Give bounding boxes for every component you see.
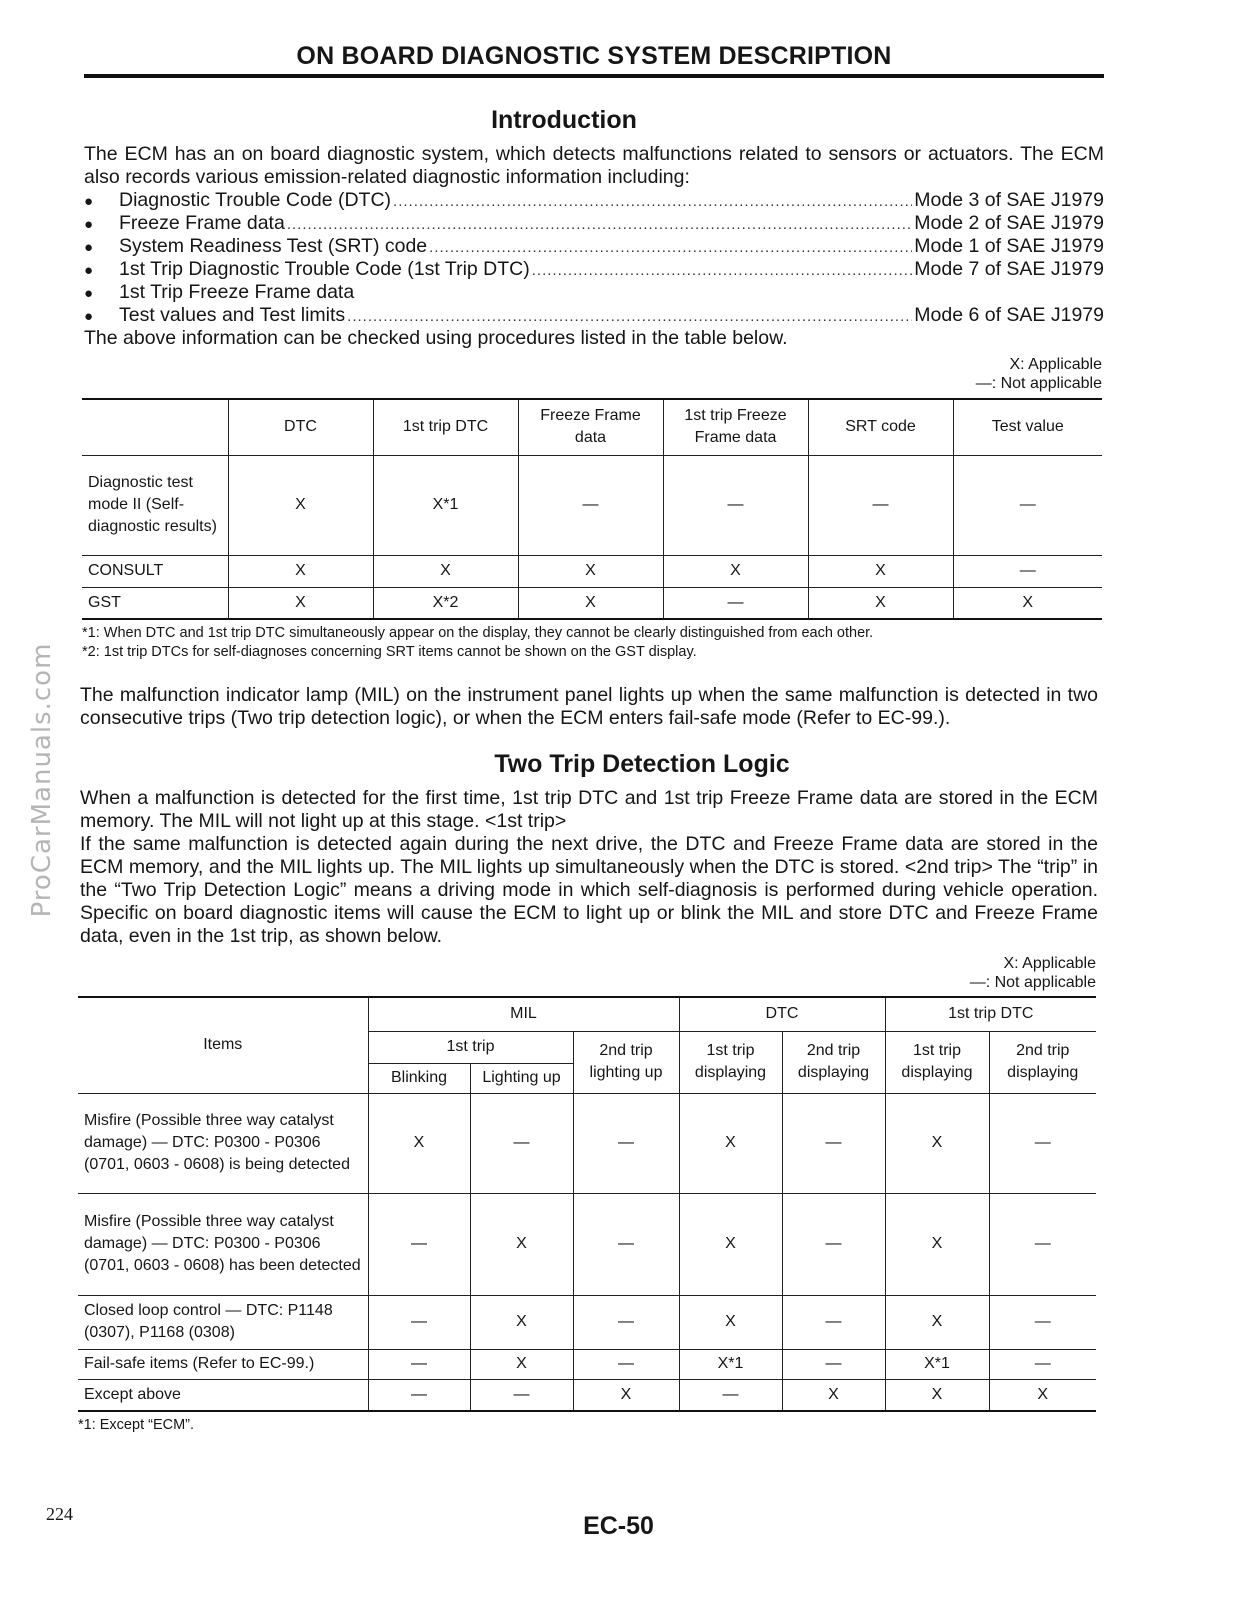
table-row-header: Closed loop control — DTC: P1148 (0307), P1168 (0308) [78, 1295, 368, 1349]
watermark [12, 640, 72, 920]
two-trip-paragraph [80, 787, 1098, 948]
table-cell: X [808, 555, 953, 587]
table-row [82, 455, 1102, 555]
table-cell: X*1 [885, 1349, 989, 1379]
page-header [84, 40, 1104, 78]
table2-footnote: *1: Except “ECM”. [78, 1417, 195, 1433]
footnote: *1: When DTC and 1st trip DTC simultaneously appear on the display, they cannot be clearly distinguished from each other. [82, 625, 874, 641]
list-item-mode: Mode 6 of SAE J1979 [914, 304, 1104, 326]
list-item [84, 258, 1104, 281]
table-cell: X [228, 587, 373, 619]
list-item-mode: Mode 1 of SAE J1979 [914, 235, 1104, 257]
table-row-header: CONSULT [82, 555, 228, 587]
table-cell: X [953, 587, 1102, 619]
table-cell: — [953, 455, 1102, 555]
list-item [84, 212, 1104, 235]
table-cell: — [953, 555, 1102, 587]
table-row [78, 1349, 1096, 1379]
bullet-icon: ● [84, 216, 94, 233]
table-header: DTC [679, 997, 885, 1031]
table-cell: — [573, 1295, 679, 1349]
table-cell: — [470, 1379, 573, 1411]
table-row [82, 587, 1102, 619]
table-header: Test value [953, 399, 1102, 455]
intro-paragraph-2: The above information can be checked using procedures listed in the table below. [84, 327, 788, 349]
table-cell: X [663, 555, 808, 587]
table-cell: — [989, 1193, 1096, 1295]
diagnostic-info-table [82, 398, 1102, 620]
dot-leader [347, 304, 912, 328]
table-cell: — [989, 1295, 1096, 1349]
table-header: 1st trip displaying [885, 1031, 989, 1093]
legend-not-applicable: —: Not applicable [975, 375, 1102, 392]
table-cell: — [782, 1093, 885, 1193]
table-header: SRT code [808, 399, 953, 455]
table-cell: — [782, 1295, 885, 1349]
table-cell: — [989, 1349, 1096, 1379]
table-cell: — [573, 1093, 679, 1193]
table-cell: — [663, 455, 808, 555]
table-cell: X [228, 455, 373, 555]
table-cell: — [782, 1349, 885, 1379]
table-header: MIL [368, 997, 679, 1031]
table-header: 2nd trip lighting up [573, 1031, 679, 1093]
bullet-icon: ● [84, 285, 94, 302]
table-header: 1st trip DTC [885, 997, 1096, 1031]
table-header: Lighting up [470, 1063, 573, 1093]
table-header: Blinking [368, 1063, 470, 1093]
footnote: *2: 1st trip DTCs for self-diagnoses concerning SRT items cannot be shown on the GST display. [82, 644, 697, 660]
table-cell: — [368, 1295, 470, 1349]
page-number: 224 [46, 1504, 73, 1524]
table-cell: — [470, 1093, 573, 1193]
table-row-header: Except above [78, 1379, 368, 1411]
table-cell: X [679, 1193, 782, 1295]
table-cell: — [368, 1193, 470, 1295]
table-row-header: Diagnostic test mode II (Self-diagnostic results) [82, 455, 228, 555]
table-header: 1st trip DTC [373, 399, 518, 455]
two-trip-paragraph-1: When a malfunction is detected for the first time, 1st trip DTC and 1st trip Freeze Frame data are stored in the ECM memory. The MIL will not light up at this stage. <1st trip> [80, 787, 1098, 832]
introduction-heading: Introduction [491, 106, 637, 134]
table-header: 2nd trip displaying [989, 1031, 1096, 1093]
table-cell: X [573, 1379, 679, 1411]
mil-paragraph: The malfunction indicator lamp (MIL) on the instrument panel lights up when the same malfunction is detected in two consecutive trips (Two trip detection logic), or when the ECM enters fail-safe mode (Refer to EC-99.). [80, 684, 1098, 729]
table-cell: X*1 [373, 455, 518, 555]
table-cell: X [228, 555, 373, 587]
table-header-row [82, 399, 1102, 455]
legend-not-applicable: —: Not applicable [969, 974, 1096, 991]
table-header: 1st trip displaying [679, 1031, 782, 1093]
watermark-text: ProCarManuals.com [27, 642, 57, 918]
legend [800, 954, 1096, 992]
legend [800, 355, 1102, 393]
table-cell: — [679, 1379, 782, 1411]
table-cell: — [573, 1349, 679, 1379]
table-cell: X [518, 555, 663, 587]
table-cell: X [518, 587, 663, 619]
table-cell: — [782, 1193, 885, 1295]
table-row [78, 1295, 1096, 1349]
list-item-text: System Readiness Test (SRT) code [119, 235, 428, 257]
table-cell: X [470, 1349, 573, 1379]
list-item [84, 189, 1104, 212]
info-bullet-list [84, 189, 1104, 329]
table-row [78, 1193, 1096, 1295]
dot-leader [532, 258, 913, 282]
table-header: Items [78, 997, 368, 1093]
table-row-header: Misfire (Possible three way catalyst damage) — DTC: P0300 - P0306 (0701, 0603 - 0608) is being detected [78, 1093, 368, 1193]
table-cell: X*1 [679, 1349, 782, 1379]
table-cell: X [679, 1093, 782, 1193]
table-cell: X [470, 1193, 573, 1295]
dot-leader [429, 235, 912, 259]
table-header-row [78, 997, 1096, 1031]
list-item-text: 1st Trip Freeze Frame data [119, 281, 355, 303]
table-cell: — [663, 587, 808, 619]
bullet-icon: ● [84, 262, 94, 279]
table-cell: X [679, 1295, 782, 1349]
bullet-icon: ● [84, 239, 94, 256]
table-header: 1st trip [368, 1031, 573, 1063]
list-item [84, 235, 1104, 258]
table-cell: X [373, 555, 518, 587]
table-cell: X [885, 1093, 989, 1193]
bullet-icon: ● [84, 308, 94, 325]
list-item-text: 1st Trip Diagnostic Trouble Code (1st Trip DTC) [119, 258, 530, 280]
table-header: DTC [228, 399, 373, 455]
legend-applicable: X: Applicable [1003, 955, 1096, 972]
table-row [82, 555, 1102, 587]
list-item-text: Test values and Test limits [119, 304, 346, 326]
table-cell: X [470, 1295, 573, 1349]
table-cell: — [368, 1379, 470, 1411]
table-cell: X [368, 1093, 470, 1193]
table-cell: — [573, 1193, 679, 1295]
table-cell: X [808, 587, 953, 619]
list-item-text: Diagnostic Trouble Code (DTC) [119, 189, 392, 211]
table-row [78, 1093, 1096, 1193]
table-row-header: Misfire (Possible three way catalyst damage) — DTC: P0300 - P0306 (0701, 0603 - 0608) has been detected [78, 1193, 368, 1295]
table-cell: X [885, 1295, 989, 1349]
table-cell: X [782, 1379, 885, 1411]
table-cell: — [518, 455, 663, 555]
table-header: 1st trip Freeze Frame data [663, 399, 808, 455]
table-header: Freeze Frame data [518, 399, 663, 455]
table-cell: — [368, 1349, 470, 1379]
list-item-text: Freeze Frame data [119, 212, 285, 234]
list-item-mode: Mode 7 of SAE J1979 [914, 258, 1104, 280]
table-cell: X*2 [373, 587, 518, 619]
list-item [84, 304, 1104, 327]
page-title: ON BOARD DIAGNOSTIC SYSTEM DESCRIPTION [296, 42, 892, 70]
list-item-mode: Mode 3 of SAE J1979 [914, 189, 1104, 211]
table-cell: X [885, 1379, 989, 1411]
table-cell: X [989, 1379, 1096, 1411]
table1-footnotes [82, 624, 1102, 662]
intro-paragraph: The ECM has an on board diagnostic system, which detects malfunctions related to sensors or actuators. The ECM also records various emission-related diagnostic information including: [84, 143, 1104, 188]
table-row-header: GST [82, 587, 228, 619]
bullet-icon: ● [84, 193, 94, 210]
two-trip-heading: Two Trip Detection Logic [494, 750, 790, 778]
table-row-header: Fail-safe items (Refer to EC-99.) [78, 1349, 368, 1379]
two-trip-paragraph-2: If the same malfunction is detected again during the next drive, the DTC and Freeze Frame data are stored in the ECM memory, and the MIL lights up. The MIL lights up simultaneously when the DTC is stored. <2nd trip> The “trip” in the “Two Trip Detection Logic” means a driving mode in which self-diagnosis is performed during vehicle operation. Specific on board diagnostic items will cause the ECM to light up or blink the MIL and store DTC and Freeze Frame data, even in the 1st trip, as shown below. [80, 833, 1098, 947]
two-trip-table [78, 996, 1096, 1412]
table-cell: — [989, 1093, 1096, 1193]
list-item [84, 281, 1104, 304]
dot-leader [393, 189, 912, 213]
legend-applicable: X: Applicable [1009, 356, 1102, 373]
table-cell: X [885, 1193, 989, 1295]
table-row [78, 1379, 1096, 1411]
list-item-mode: Mode 2 of SAE J1979 [914, 212, 1104, 234]
table-header [82, 399, 228, 455]
dot-leader [287, 212, 912, 236]
section-page-label: EC-50 [583, 1512, 654, 1540]
table-cell: — [808, 455, 953, 555]
table-header: 2nd trip displaying [782, 1031, 885, 1093]
